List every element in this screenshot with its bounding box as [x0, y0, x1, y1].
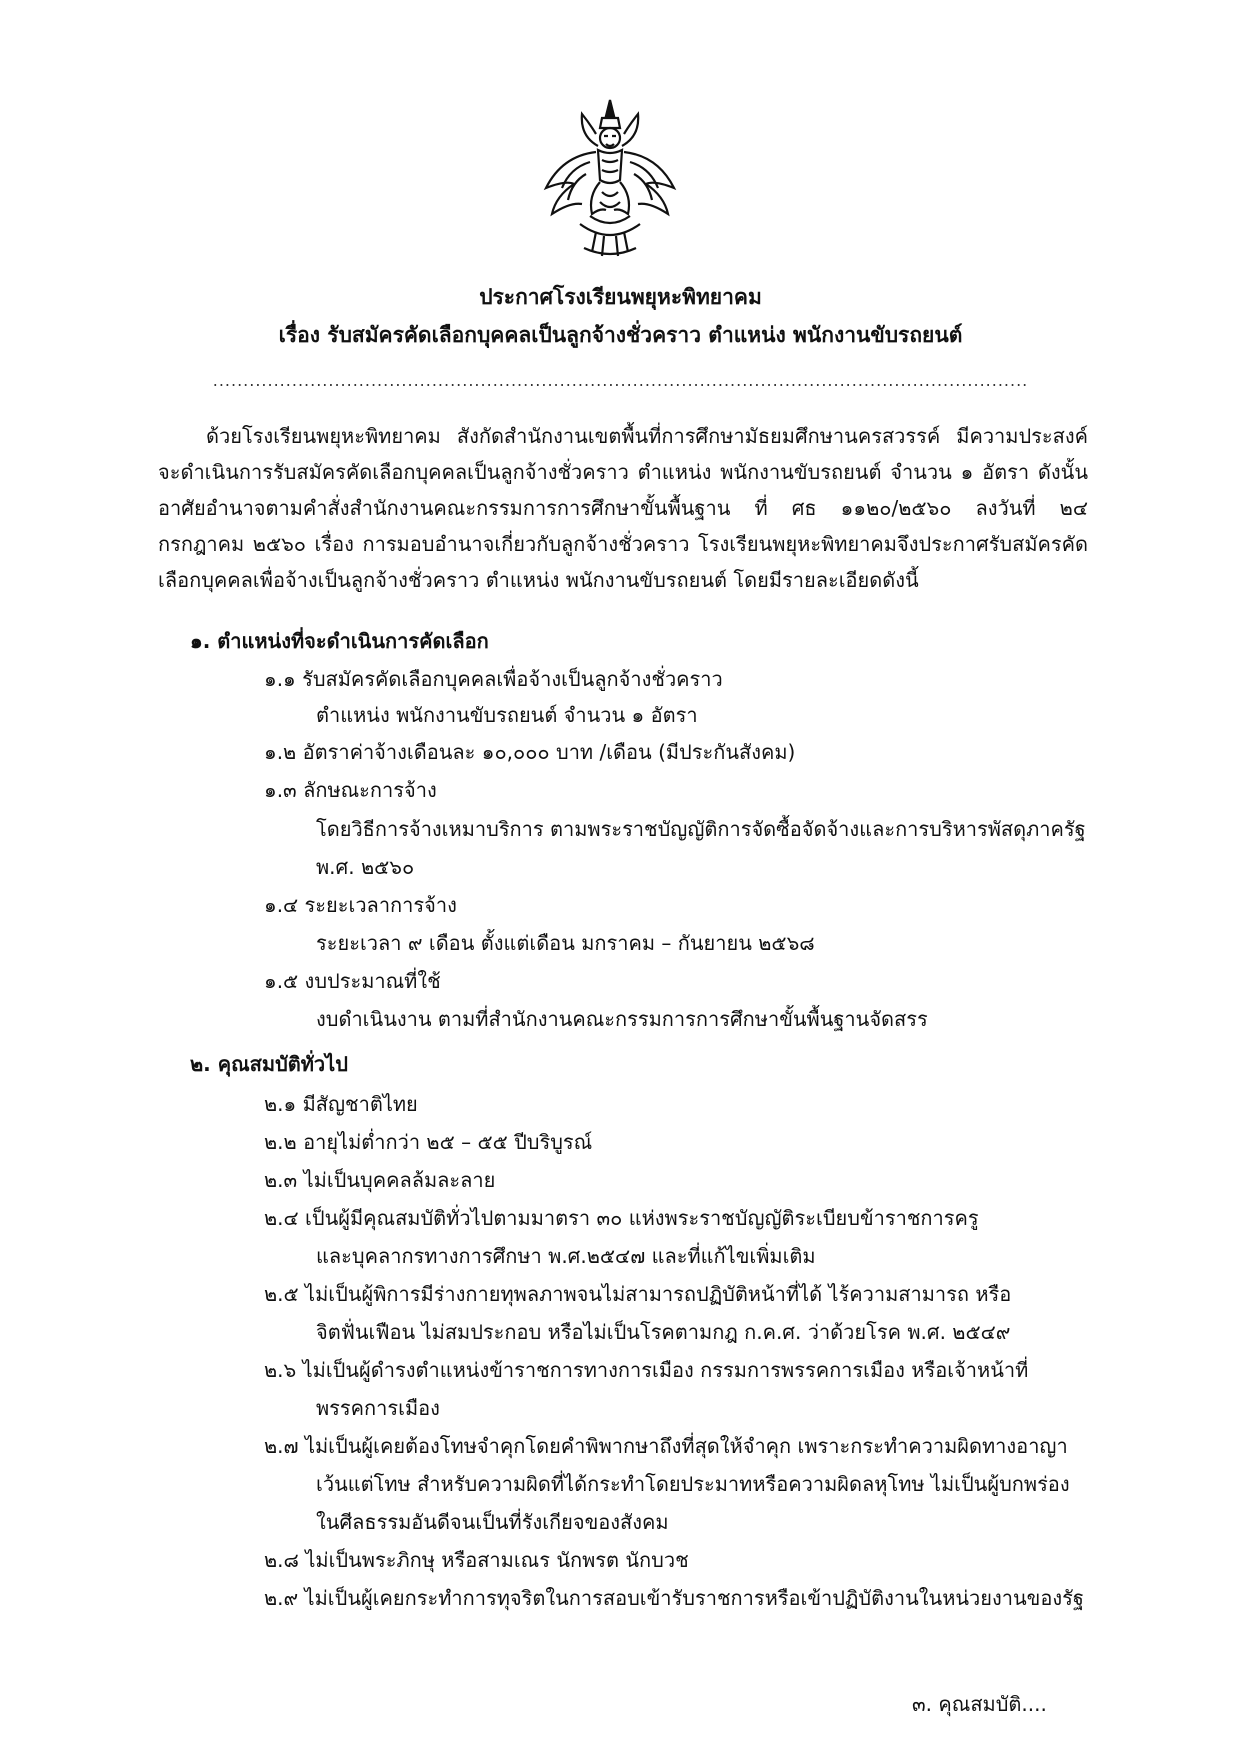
- item-2-4-detail: และบุคลากรทางการศึกษา พ.ศ.๒๕๔๗ และที่แก้ไขเพิ่มเติม: [316, 1244, 816, 1268]
- item-2-6: ๒.๖ ไม่เป็นผู้ดำรงตำแหน่งข้าราชการทางการเมือง กรรมการพรรคการเมือง หรือเจ้าหน้าที่: [264, 1358, 1029, 1382]
- item-2-7-detail-2: ในศีลธรรมอันดีจนเป็นที่รังเกียจของสังคม: [316, 1510, 669, 1534]
- item-1-2: ๑.๒ อัตราค่าจ้างเดือนละ ๑๐,๐๐๐ บาท /เดือน (มีประกันสังคม): [264, 740, 796, 764]
- section-2-heading: ๒. คุณสมบัติทั่วไป: [190, 1052, 348, 1076]
- continuation-note: ๓. คุณสมบัติ....: [912, 1692, 1047, 1716]
- announcement-title: ประกาศโรงเรียนพยุหะพิทยาคม: [479, 285, 762, 309]
- item-2-4: ๒.๔ เป็นผู้มีคุณสมบัติทั่วไปตามมาตรา ๓๐ แห่งพระราชบัญญัติระเบียบข้าราชการครู: [264, 1206, 979, 1230]
- garuda-emblem-icon: [540, 96, 680, 260]
- item-2-2: ๒.๒ อายุไม่ต่ำกว่า ๒๕ – ๕๕ ปีบริบูรณ์: [264, 1130, 593, 1154]
- item-1-3-year: พ.ศ. ๒๕๖๐: [316, 855, 415, 879]
- item-2-7: ๒.๗ ไม่เป็นผู้เคยต้องโทษจำคุกโดยคำพิพากษาถึงที่สุดให้จำคุก เพราะกระทำความผิดทางอาญา: [264, 1434, 1068, 1458]
- divider-dots: ......................................................................................................................................: [212, 371, 1029, 390]
- announcement-subject: เรื่อง รับสมัครคัดเลือกบุคคลเป็นลูกจ้างชั่วคราว ตำแหน่ง พนักงานขับรถยนต์: [278, 323, 963, 347]
- item-2-3: ๒.๓ ไม่เป็นบุคคลล้มละลาย: [264, 1168, 496, 1192]
- item-2-8: ๒.๘ ไม่เป็นพระภิกษุ หรือสามเณร นักพรต นักบวช: [264, 1548, 689, 1572]
- item-2-5-detail: จิตฟั่นเฟือน ไม่สมประกอบ หรือไม่เป็นโรคตามกฎ ก.ค.ศ. ว่าด้วยโรค พ.ศ. ๒๕๔๙: [316, 1320, 1011, 1344]
- item-1-5-detail: งบดำเนินงาน ตามที่สำนักงานคณะกรรมการการศึกษาขั้นพื้นฐานจัดสรร: [316, 1007, 928, 1031]
- item-1-3-detail: โดยวิธีการจ้างเหมาบริการ ตามพระราชบัญญัติการจัดซื้อจัดจ้างและการบริหารพัสดุภาครัฐ: [316, 817, 1086, 841]
- item-2-5: ๒.๕ ไม่เป็นผู้พิการมีร่างกายทุพลภาพจนไม่สามารถปฏิบัติหน้าที่ได้ ไร้ความสามารถ หรือ: [264, 1282, 1012, 1306]
- intro-paragraph: ด้วยโรงเรียนพยุหะพิทยาคม สังกัดสำนักงานเขตพื้นที่การศึกษามัธยมศึกษานครสวรรค์ มีความประสงค์จะดำเนินการรับสมัครคัดเลือกบุคคลเป็นลูกจ้างชั่วคราว ตำแหน่ง พนักงานขับรถยนต์ จำนวน ๑ อัตรา ดังนั้น อาศัยอำนาจตามคำสั่งสำนักงานคณะกรรมการการศึกษาขั้นพื้นฐาน ที่ ศธ ๑๑๒๐/๒๕๖๐ ลงวันที่ ๒๔ กรกฎาคม ๒๕๖๐ เรื่อง การมอบอำนาจเกี่ยวกับลูกจ้างชั่วคราว โรงเรียนพยุหะพิทยาคมจึงประกาศรับสมัครคัดเลือกบุคคลเพื่อจ้างเป็นลูกจ้างชั่วคราว ตำแหน่ง พนักงานขับรถยนต์ โดยมีรายละเอียดดังนี้: [158, 424, 1088, 592]
- item-1-3: ๑.๓ ลักษณะการจ้าง: [264, 778, 437, 802]
- item-2-1: ๒.๑ มีสัญชาติไทย: [264, 1092, 418, 1116]
- item-2-9: ๒.๙ ไม่เป็นผู้เคยกระทำการทุจริตในการสอบเข้ารับราชการหรือเข้าปฏิบัติงานในหน่วยงานของรัฐ: [264, 1586, 1084, 1610]
- section-1-heading: ๑. ตำแหน่งที่จะดำเนินการคัดเลือก: [190, 629, 489, 653]
- item-2-7-detail: เว้นแต่โทษ สำหรับความผิดที่ได้กระทำโดยประมาทหรือความผิดลหุโทษ ไม่เป็นผู้บกพร่อง: [316, 1472, 1070, 1496]
- item-1-4: ๑.๔ ระยะเวลาการจ้าง: [264, 893, 457, 917]
- item-1-1: ๑.๑ รับสมัครคัดเลือกบุคคลเพื่อจ้างเป็นลูกจ้างชั่วคราว: [264, 667, 723, 691]
- item-2-6-detail: พรรคการเมือง: [316, 1396, 440, 1420]
- item-1-1-detail: ตำแหน่ง พนักงานขับรถยนต์ จำนวน ๑ อัตรา: [316, 703, 698, 727]
- item-1-5: ๑.๕ งบประมาณที่ใช้: [264, 969, 441, 993]
- item-1-4-detail: ระยะเวลา ๙ เดือน ตั้งแต่เดือน มกราคม – กันยายน ๒๕๖๘: [316, 931, 815, 955]
